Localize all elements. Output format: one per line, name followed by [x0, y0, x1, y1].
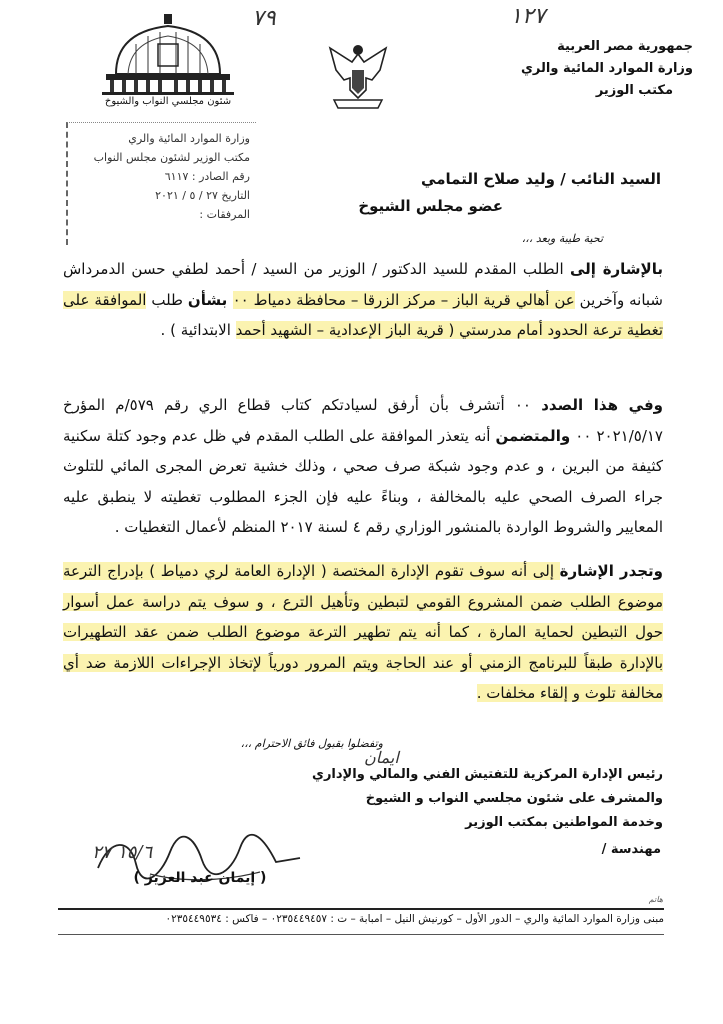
- p2-text-b: أنه يتعذر الموافقة على الطلب المقدم في ظل عدم وجود كتلة سكنية كثيفة من البرين ، و عدم وجود شبكة صرف صحي ، وذلك خشية تعرض المجرى المائي للتلوث جراء الصرف الصحي عليه بالمخالفة ، وبناءً عليه فإن الجزء المطلوب تغطيته لا ينطبق عليه المعايير والشروط الواردة بالمنشور الوزاري رقم ٤ لسنة ٢٠١٧ المنظم لأعمال التغطيات .: [63, 426, 663, 536]
- body-paragraph-2: [63, 390, 663, 543]
- p1-text-c: الابتدائية ) .: [160, 321, 236, 339]
- footer-rule: [58, 908, 664, 910]
- parliament-caption: شئون مجلسي النواب والشيوخ: [104, 96, 232, 107]
- signatory-name: ( إيمان عبد العزيز ): [133, 870, 267, 886]
- p1-text-a: الطلب المقدم للسيد الدكتور / الوزير من السيد / أحمد لطفي حسن الدمرداش شبانه وآخرين: [63, 260, 663, 309]
- handwritten-number-top: ١٢٧: [510, 4, 546, 29]
- p1-highlight-1: عن أهالي قرية الباز – مركز الزرقا – محافظة دمياط ٠٠: [232, 290, 575, 309]
- signature-scribble-date: ١٥/٦ ٢٧: [92, 842, 153, 863]
- closing-courtesy: وتفضلوا بقبول فائق الاحترام ،،،: [240, 737, 383, 750]
- stamp-outgoing-number: رقم الصادر : ٦١١٧: [164, 170, 250, 183]
- p2-text-a: ٠٠ أتشرف بأن أرفق لسيادتكم كتاب قطاع الري رقم ٥٧٩/م المؤرخ ٢٠٢١/٥/١٧ ٠٠: [63, 396, 663, 445]
- signatory-title-2: والمشرف على شئون مجلسي النواب و الشيوخ: [365, 791, 663, 806]
- p3-lead: وتجدر الإشارة: [559, 562, 663, 580]
- org-line-ministry: وزارة الموارد المائية والري: [521, 61, 693, 76]
- p3-highlight: إلى أنه سوف تقوم الإدارة المختصة ( الإدارة العامة لري دمياط ) بإدراج الترعة موضوع الطلب ضمن المشروع القومي لتبطين وتأهيل الترع ، و سوف يتم دراسة عمل أسوار حول التبطين لحماية المارة ، كما أنه يتم تطهير الترعة موضوع الطلب ضمن عقد التطهيرات بالإدارة طبقاً للبرنامج الزمني أو عند الحاجة ويتم المرور دورياً لإتخاذ الإجراءات اللازمة ضد أي مخالفة تلوث و إلقاء مخلفات .: [63, 562, 663, 702]
- greeting: تحية طيبة وبعد ،،،: [521, 232, 603, 245]
- signatory-title-1: رئيس الإدارة المركزية للتفتيش الفني والمالي والإداري: [312, 767, 663, 782]
- org-line-office: مكتب الوزير: [595, 83, 673, 98]
- stamp-line: مكتب الوزير لشئون مجلس النواب: [93, 151, 250, 164]
- footer-hatem: هاتم: [648, 895, 663, 904]
- stamp-date: التاريخ ٢٧ / ٥ / ٢٠٢١: [155, 189, 250, 202]
- addressee-name: السيد النائب / وليد صلاح التمامي: [421, 170, 661, 188]
- body-paragraph-1: [63, 254, 663, 346]
- parliament-dome-logo: [96, 14, 240, 96]
- signatory-title-3: وخدمة المواطنين بمكتب الوزير: [465, 815, 663, 830]
- org-line-country: جمهورية مصر العربية: [557, 39, 693, 54]
- footer-address: مبنى وزارة الموارد المائية والري – الدور الأول – كورنيش النيل – امبابة – ت : ٠٢٣٥٤٤٩٤٥٧ – فاكس : ٠٢٣٥٤٤٩٥٣٤: [165, 913, 664, 925]
- stamp-attachments: المرفقات :: [199, 208, 250, 221]
- p1-bold: بشأن: [187, 290, 233, 309]
- body-paragraph-3: [63, 556, 663, 709]
- p2-lead: وفي هذا الصدد: [541, 396, 663, 414]
- handwritten-number-left: ٧٩: [252, 6, 276, 31]
- closing-initials: ايمان: [364, 748, 399, 767]
- outgoing-stamp: [66, 122, 256, 245]
- p1-highlight-2: الموافقة على تغطية ترعة الحدود أمام مدرستي ( قرية الباز الإعدادية – الشهيد أحمد: [63, 290, 663, 339]
- eagle-emblem: [326, 40, 390, 112]
- addressee-title: عضو مجلس الشيوخ: [358, 197, 503, 215]
- p1-text-b: طلب: [146, 290, 188, 309]
- stamp-line: وزارة الموارد المائية والري: [128, 132, 250, 145]
- p1-lead: بالإشارة إلى: [569, 260, 663, 278]
- footer-rule-bottom: [58, 934, 664, 935]
- p2-bold: والمتضمن: [495, 426, 571, 445]
- engineer-label: مهندسة /: [601, 842, 661, 857]
